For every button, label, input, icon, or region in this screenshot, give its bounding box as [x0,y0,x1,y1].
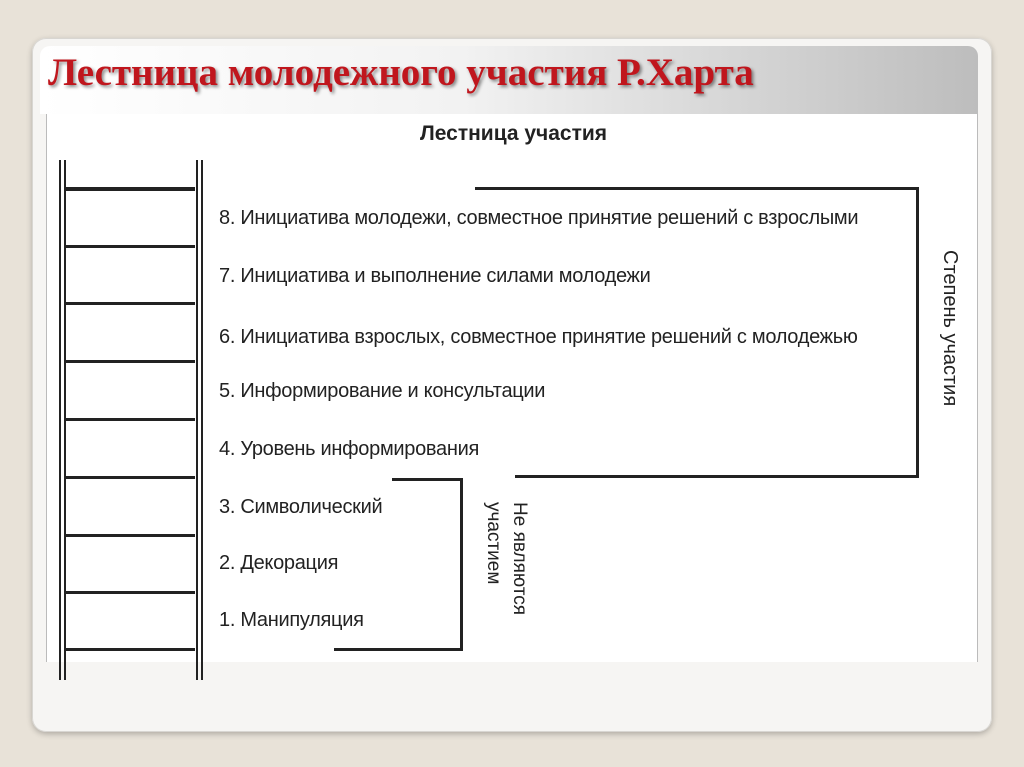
non-participation-label [480,502,532,615]
ladder-rung [64,476,195,479]
step-label-5: 5. Информирование и консультации [219,380,546,402]
non-participation-line-1: Не являются [509,502,530,615]
step-label-6: 6. Инициатива взрослых, совместное принятие решений с молодежью [219,326,858,348]
ladder-rung [64,648,195,651]
participation-label: Степень участия [939,250,961,407]
ladder-rail-right-outer [201,160,203,680]
participation-bracket-bottom [515,475,919,478]
diagram-heading: Лестница участия [420,122,608,145]
non-participation-line-2: участием [483,502,504,585]
ladder-rung [64,302,195,305]
ladder-rung [64,418,195,421]
non-participation-bracket-bottom [334,648,463,651]
ladder-rung [64,360,195,363]
ladder-rung [64,591,195,594]
ladder-rung [64,187,195,191]
step-label-3: 3. Символический [219,496,383,518]
step-label-7: 7. Инициатива и выполнение силами молодежи [219,265,651,287]
participation-bracket-side [916,187,919,478]
ladder-rail-right [196,160,198,680]
ladder-rung [64,245,195,248]
step-label-4: 4. Уровень информирования [219,438,479,460]
step-label-2: 2. Декорация [219,552,339,574]
non-participation-bracket-side [460,478,463,651]
slide-title: Лестница молодежного участия Р.Харта [48,51,754,94]
ladder-rung [64,534,195,537]
ladder-rail-left [59,160,61,680]
non-participation-bracket-top [392,478,463,481]
step-label-8: 8. Инициатива молодежи, совместное принятие решений с взрослыми [219,207,859,229]
participation-bracket-top [475,187,919,190]
step-label-1: 1. Манипуляция [219,609,364,631]
